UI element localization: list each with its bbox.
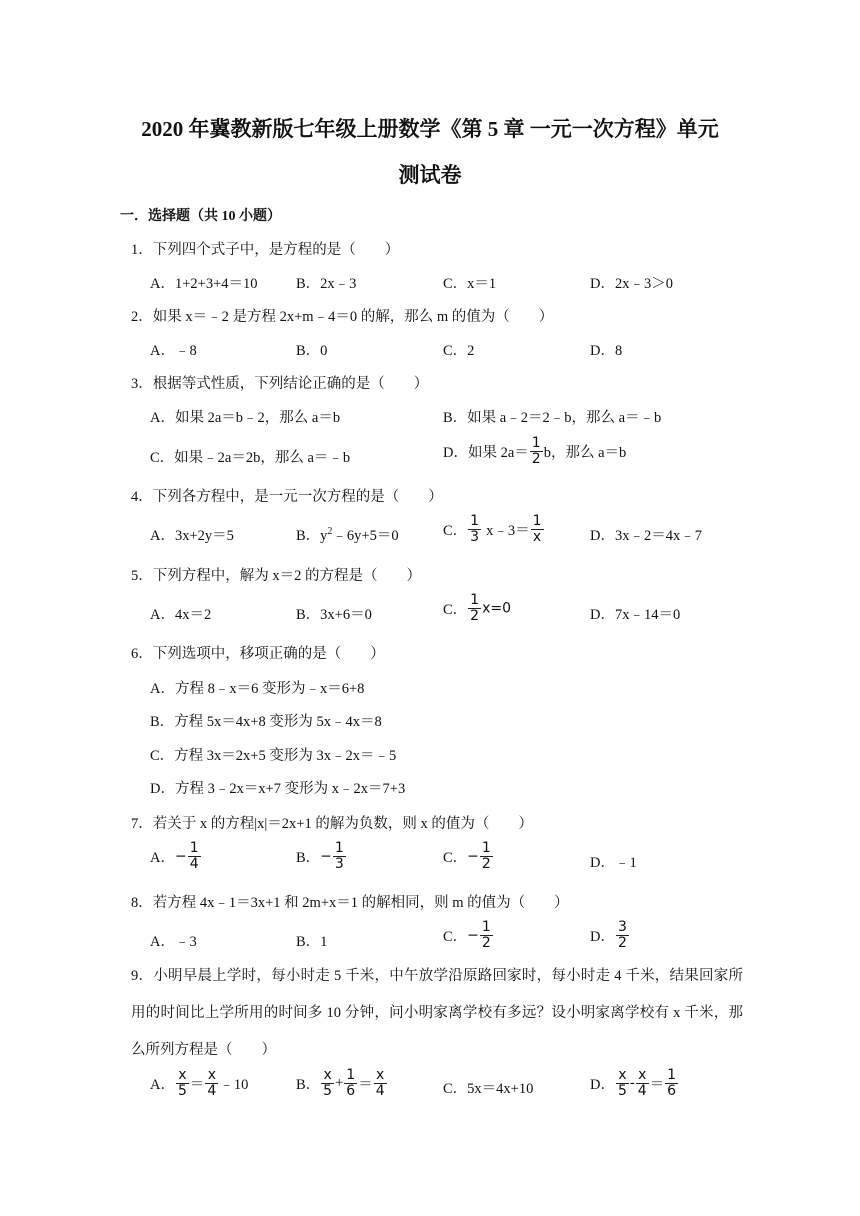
q4-option-b [296,524,399,545]
q3-option-d-pre: D．如果 2a＝ [443,445,529,461]
q1-option-d: D．2x﹣3＞0 [590,276,673,292]
fraction-x-over-5: $\frac{x}{5}$ [323,1067,333,1099]
q2-option-b: B．0 [296,343,328,359]
q8-option-d-label: D． [590,929,615,945]
q9-option-d-label: D． [590,1077,615,1093]
q5-option-c [443,593,511,624]
page-title-line2: 测试卷 [398,163,462,187]
fraction-one-sixth: $\frac{1}{6}$ [667,1067,677,1099]
q4-option-a: A．3x+2y＝5 [150,528,234,544]
fraction-one-half: $\frac{1}{2}$ [481,840,491,872]
q3-option-b: B．如果 a﹣2＝2﹣b，那么 a＝﹣b [443,410,662,426]
fraction-x-over-4: $\frac{x}{4}$ [375,1067,385,1099]
fraction-one-half: $\frac{1}{2}$ [470,592,480,624]
section-heading: 一．选择题（共 10 小题） [120,209,281,224]
fraction-one-third: $\frac{1}{3}$ [470,513,480,545]
q7-option-c-label: C． [443,850,468,866]
q9-d-minus: - [629,1075,635,1091]
minus-sign: − [174,848,187,865]
question-3-stem: 3．根据等式性质，下列结论正确的是（ ） [131,376,429,392]
q4-option-c-label: C． [443,523,468,539]
q9-option-b [296,1068,388,1099]
q6-option-a: A．方程 8﹣x＝6 变形为﹣x＝6+8 [150,681,365,697]
q9-b-plus: + [335,1075,344,1091]
q3-option-a: A．如果 2a＝b﹣2，那么 a＝b [150,410,341,426]
minus-sign: − [467,927,479,944]
q5-option-c-label: C． [443,602,468,618]
q7-option-c [443,841,494,872]
question-2-stem: 2．如果 x＝﹣2 是方程 2x+m﹣4＝0 的解，那么 m 的值为（ ） [131,309,554,325]
q9-option-c: C．5x＝4x+10 [443,1081,534,1097]
question-5-stem: 5．下列方程中，解为 x＝2 的方程是（ ） [131,568,421,584]
q7-option-d: D．﹣1 [590,855,637,871]
q6-option-d: D．方程 3﹣2x＝x+7 变形为 x﹣2x＝7+3 [150,781,406,797]
q2-option-c: C．2 [443,343,475,359]
q8-option-a: A．﹣3 [150,934,197,950]
page-title-line1: 2020 年冀教新版七年级上册数学《第 5 章 一元一次方程》单元 [141,117,719,141]
fraction-three-halves: $\frac{3}{2}$ [617,919,627,951]
q3-option-d [443,436,626,467]
q4-option-b-rest: ﹣6y+5＝0 [332,528,399,544]
fraction-x-over-4: $\frac{x}{4}$ [207,1067,217,1099]
q3-option-d-post: b，那么 a＝b [543,445,627,461]
fraction-one-over-x: $\frac{1}{x}$ [532,513,542,545]
minus-sign: − [320,848,332,865]
question-8-stem: 8．若方程 4x﹣1＝3x+1 和 2m+x＝1 的解相同，则 m 的值为（ ） [131,895,569,911]
q6-option-b: B．方程 5x＝4x+8 变形为 5x﹣4x＝8 [150,714,382,730]
fraction-x-over-5: $\frac{x}{5}$ [177,1067,187,1099]
q9-b-equals: ＝ [358,1077,373,1093]
fraction-one-half: $\frac{1}{2}$ [481,919,491,951]
q7-option-b [296,841,347,872]
question-4-stem: 4．下列各方程中，是一元一次方程的是（ ） [131,489,443,505]
q9-option-d [590,1068,679,1099]
question-7-stem: 7．若关于 x 的方程|x|＝2x+1 的解为负数，则 x 的值为（ ） [131,816,533,832]
q4-option-d: D．3x﹣2＝4x﹣7 [590,528,702,544]
question-9-stem: 9．小明早晨上学时，每小时走 5 千米，中午放学沿原路回家时，每小时走 4 千米，结果回家所用的时间比上学所用的时间多 10 分钟，问小明家离学校有多远？设小明家离学校有 x 千米，那么所列方程是（ ） [131,968,743,1058]
q5-option-a: A．4x＝2 [150,607,212,623]
fraction-one-sixth: $\frac{1}{6}$ [346,1067,356,1099]
q7-option-a-label: A． [150,850,175,866]
q4-option-b-exponent: 2 [327,526,333,538]
question-1-stem: 1．下列四个式子中，是方程的是（ ） [131,242,400,258]
minus-sign: − [467,848,479,865]
q7-option-a [150,841,202,872]
q1-option-c: C．x＝1 [443,276,497,292]
q2-option-a: A．﹣8 [150,343,197,359]
fraction-x-over-4: $\frac{x}{4}$ [637,1067,647,1099]
q9-option-a [150,1068,248,1099]
q1-option-a: A．1+2+3+4＝10 [150,276,258,292]
q5-option-d: D．7x﹣14＝0 [590,607,681,623]
q2-option-d: D．8 [590,343,623,359]
q8-option-d [590,920,630,951]
q8-option-c-label: C． [443,929,468,945]
q1-option-b: B．2x﹣3 [296,276,357,292]
q8-option-b: B．1 [296,934,328,950]
q4-option-c [443,514,545,545]
q6-option-c: C．方程 3x＝2x+5 变形为 3x﹣2x＝﹣5 [150,748,397,764]
fraction-one-quarter: $\frac{1}{4}$ [189,840,199,872]
q9-option-b-label: B． [296,1077,321,1093]
fraction-one-third: $\frac{1}{3}$ [334,840,344,872]
q5-option-c-rest: x=0 [482,600,512,617]
fraction-x-over-5: $\frac{x}{5}$ [617,1067,627,1099]
q9-a-equals: ＝ [189,1077,205,1093]
q9-option-a-label: A． [150,1077,175,1093]
q3-option-c: C．如果﹣2a＝2b，那么 a＝﹣b [150,450,351,466]
q9-a-rest: ﹣10 [219,1077,249,1093]
q4-option-b-y: B．y [296,528,328,544]
q7-option-b-label: B． [296,850,321,866]
q8-option-c [443,920,494,951]
q5-option-b: B．3x+6＝0 [296,607,372,623]
fraction-one-half: $\frac{1}{2}$ [531,435,541,467]
q4-option-c-mid: x﹣3＝ [486,523,530,539]
question-6-stem: 6．下列选项中，移项正确的是（ ） [131,646,385,662]
q9-d-equals: ＝ [649,1077,665,1093]
